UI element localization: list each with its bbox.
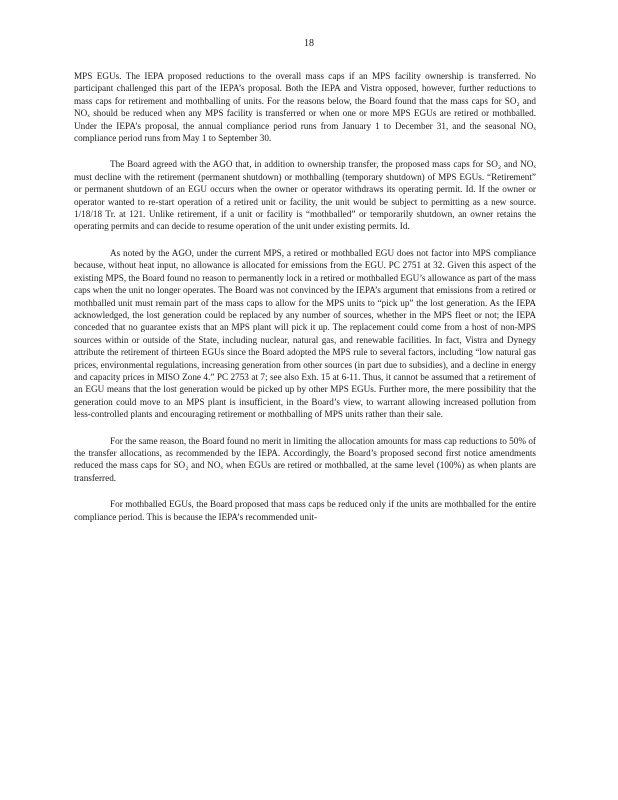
paragraph-4: For the same reason, the Board found no merit in limiting the allocation amounts for mass cap reductions to 50% of the transfer allocations, as recommended by the IEPA. Accordingly, the Board’s proposed second first notice amendments reduced the mass caps for SO₂ and NOₓ when EGUs are retired or mothballed, at the same level (100%) as when plants are transferred. <box>74 435 536 483</box>
body-text <box>74 70 536 537</box>
paragraph-3: As noted by the AGO, under the current MPS, a retired or mothballed EGU does not factor into MPS compliance because, without heat input, no allowance is allocated for emissions from the EGU. PC 2751 at 32. Given this aspect of the existing MPS, the Board found no reason to permanently lock in a retired or mothballed EGU’s allowance as part of the mass caps when the unit no longer operates. The Board was not convinced by the IEPA’s argument that emissions from a retired or mothballed unit must remain part of the mass caps to allow for the MPS units to “pick up” the lost generation. As the IEPA acknowledged, the lost generation could be replaced by any number of sources, whether in the MPS fleet or not; the IEPA conceded that no guarantee exists that an MPS plant will pick it up. The replacement could come from a host of non-MPS sources within or outside of the State, including nuclear, natural gas, and renewable facilities. In fact, Vistra and Dynegy attribute the retirement of thirteen EGUs since the Board adopted the MPS rule to several factors, including “low natural gas prices, environmental regulations, increasing generation from other sources (in part due to subsidies), and a decline in energy and capacity prices in MISO Zone 4.” PC 2753 at 7; see also Exh. 15 at 6-11. Thus, it cannot be assumed that a retirement of an EGU means that the lost generation would be picked up by other MPS EGUs. Further more, the mere possibility that the generation could move to an MPS plant is insufficient, in the Board’s view, to warrant allowing increased pollution from less-controlled plants and encouraging retirement or mothballing of MPS units rather than their sale. <box>74 247 536 420</box>
page-number: 18 <box>304 38 314 49</box>
paragraph-1: MPS EGUs. The IEPA proposed reductions to the overall mass caps if an MPS facility ownership is transferred. No participant challenged this part of the IEPA’s proposal. Both the IEPA and Vistra opposed, however, further reductions to mass caps for retirement and mothballing of units. For the reasons below, the Board found that the mass caps for SO₂ and NOₓ should be reduced when any MPS facility is transferred or when one or more MPS EGUs are retired or mothballed. Under the IEPA’s proposal, the annual compliance period runs from January 1 to December 31, and the seasonal NOₓ compliance period runs from May 1 to September 30. <box>74 71 536 144</box>
paragraph-5: For mothballed EGUs, the Board proposed that mass caps be reduced only if the units are mothballed for the entire compliance period. This is because the IEPA’s recommended unit- <box>74 499 536 522</box>
paragraph-2: The Board agreed with the AGO that, in addition to ownership transfer, the proposed mass caps for SO₂ and NOₓ must decline with the retirement (permanent shutdown) or mothballing (temporary shutdown) of MPS EGUs. “Retirement” or permanent shutdown of an EGU occurs when the owner or operator withdraws its operating permit. Id. If the owner or operator wanted to re-start operation of a retired unit or facility, the unit would be subject to permitting as a new source. 1/18/18 Tr. at 121. Unlike retirement, if a unit or facility is “mothballed” or temporarily shutdown, an owner retains the operating permits and can decide to resume operation of the unit under existing permits. Id. <box>74 159 536 232</box>
